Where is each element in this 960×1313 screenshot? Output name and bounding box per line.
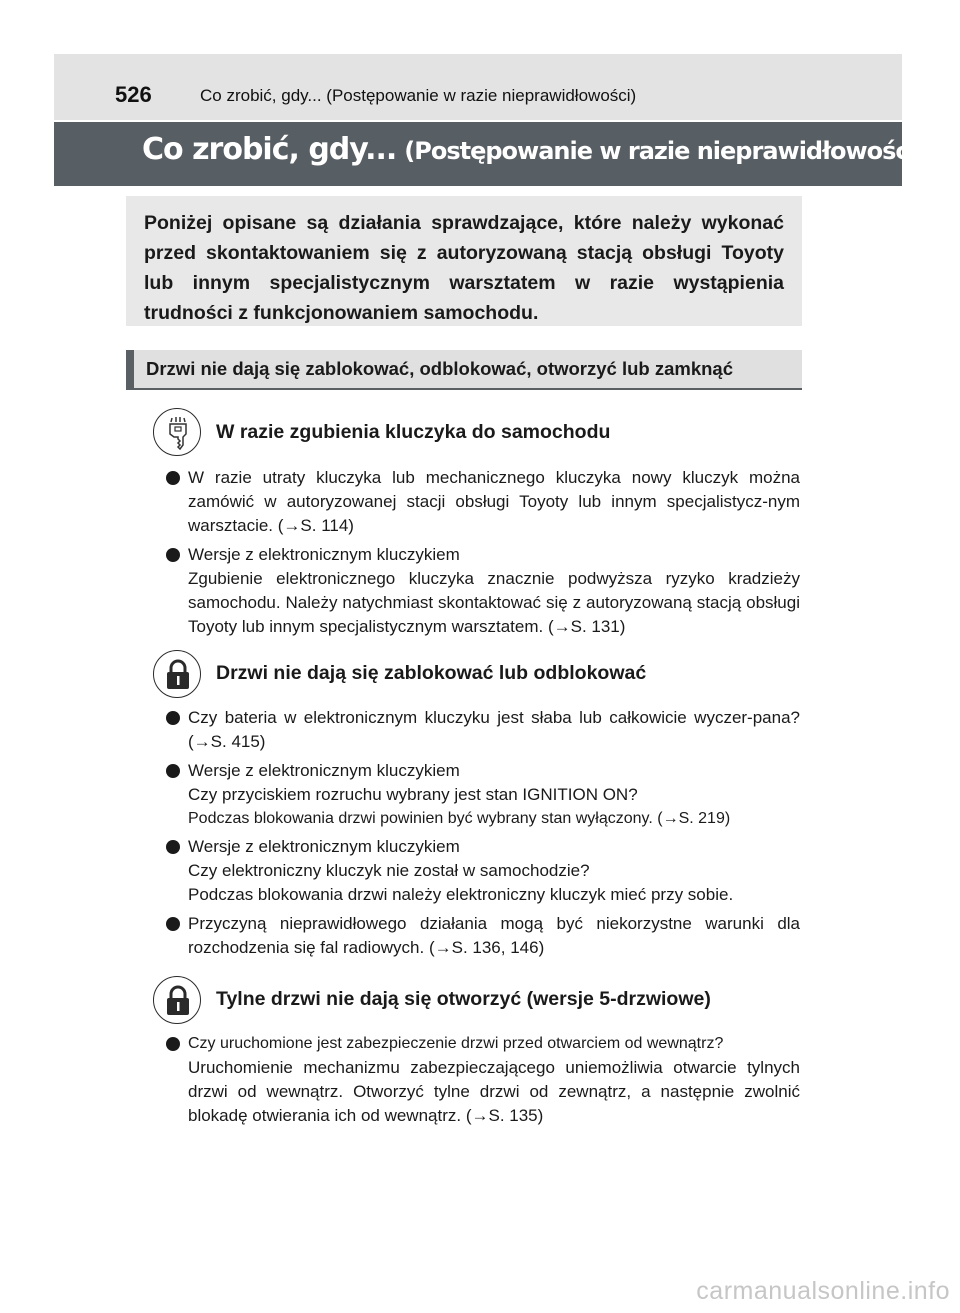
bullet-text: W razie utraty kluczyka lub mechanicznego kluczyka nowy kluczyk można zamówić w autoryzowanej stacji obsługi Toyoty lub innym specjalistycz-nym warsztacie. (→S. 114) <box>188 468 800 535</box>
padlock-icon <box>153 976 201 1024</box>
bullet-text: Wersje z elektronicznym kluczykiem <box>188 545 460 564</box>
bullet-icon <box>166 471 180 485</box>
running-title: Co zrobić, gdy... (Postępowanie w razie nieprawidłowości) <box>200 86 637 105</box>
bullet-icon <box>166 1037 180 1051</box>
subsection-heading-rear-door: Tylne drzwi nie dają się otworzyć (wersje 5-drzwiowe) <box>216 988 711 1010</box>
intro-box: Poniżej opisane są działania sprawdzające, które należy wykonać przed skontaktowaniem się z autoryzowaną stacją obsługi Toyoty lub innym specjalistycznym warsztatem w razie wystąpienia trudności z funkcjonowaniem samochodu. <box>126 196 802 326</box>
watermark: carmanualsonline.info <box>696 1277 950 1305</box>
bullet-text: Czy przyciskiem rozruchu wybrany jest stan IGNITION ON? <box>188 785 638 804</box>
list-item <box>166 1032 800 1128</box>
bullet-icon <box>166 764 180 778</box>
list-item <box>166 912 800 960</box>
list-item <box>166 543 800 639</box>
bullet-text: Uruchomienie mechanizmu zabezpieczającego uniemożliwia otwarcie tylnych drzwi od wewnątrz. Otworzyć tylne drzwi od zewnątrz, a następnie zwolnić blokadę otwierania ich od wewnątrz. (→S. 135) <box>188 1058 800 1125</box>
page-number: 526 <box>115 82 152 107</box>
list-item <box>166 759 800 831</box>
bullet-icon <box>166 840 180 854</box>
bullet-text: Wersje z elektronicznym kluczykiem <box>188 761 460 780</box>
list-item <box>166 835 800 907</box>
list-item <box>166 466 800 538</box>
bullet-text: Wersje z elektronicznym kluczykiem <box>188 837 460 856</box>
page-title: Co zrobić, gdy... <box>142 132 397 167</box>
padlock-icon <box>153 650 201 698</box>
subsection-heading-lock: Drzwi nie dają się zablokować lub odblokować <box>216 662 647 684</box>
bullet-text: Czy elektroniczny kluczyk nie został w samochodzie? <box>188 861 590 880</box>
bullet-text: Zgubienie elektronicznego kluczyka znacznie podwyższa ryzyko kradzieży samochodu. Należy natychmiast skontaktować się z autoryzowaną stacją obsługi Toyoty lub innym specjalistycznym warsztatem. (→S. 131) <box>188 569 800 636</box>
list-item <box>166 706 800 754</box>
bullet-text: Czy bateria w elektronicznym kluczyku jest słaba lub całkowicie wyczer-pana? (→S. 415) <box>188 708 800 751</box>
section-heading: Drzwi nie dają się zablokować, odblokować, otworzyć lub zamknąć <box>126 350 802 390</box>
title-bar <box>54 122 926 186</box>
bullet-text: Czy uruchomione jest zabezpieczenie drzwi przed otwarciem od wewnątrz? <box>188 1035 724 1052</box>
bullet-icon <box>166 711 180 725</box>
subsection-heading-lost-key: W razie zgubienia kluczyka do samochodu <box>216 421 611 443</box>
key-icon <box>153 408 201 456</box>
page-subtitle: (Postępowanie w razie nieprawidłowości) <box>404 137 926 165</box>
bullet-text: Przyczyną nieprawidłowego działania mogą być niekorzystne warunki dla rozchodzenia się fal radiowych. (→S. 136, 146) <box>188 914 800 957</box>
bullet-icon <box>166 548 180 562</box>
bullet-icon <box>166 917 180 931</box>
bullet-text: Podczas blokowania drzwi należy elektroniczny kluczyk mieć przy sobie. <box>188 885 734 904</box>
bullet-text: Podczas blokowania drzwi powinien być wybrany stan wyłączony. (→S. 219) <box>188 810 731 827</box>
